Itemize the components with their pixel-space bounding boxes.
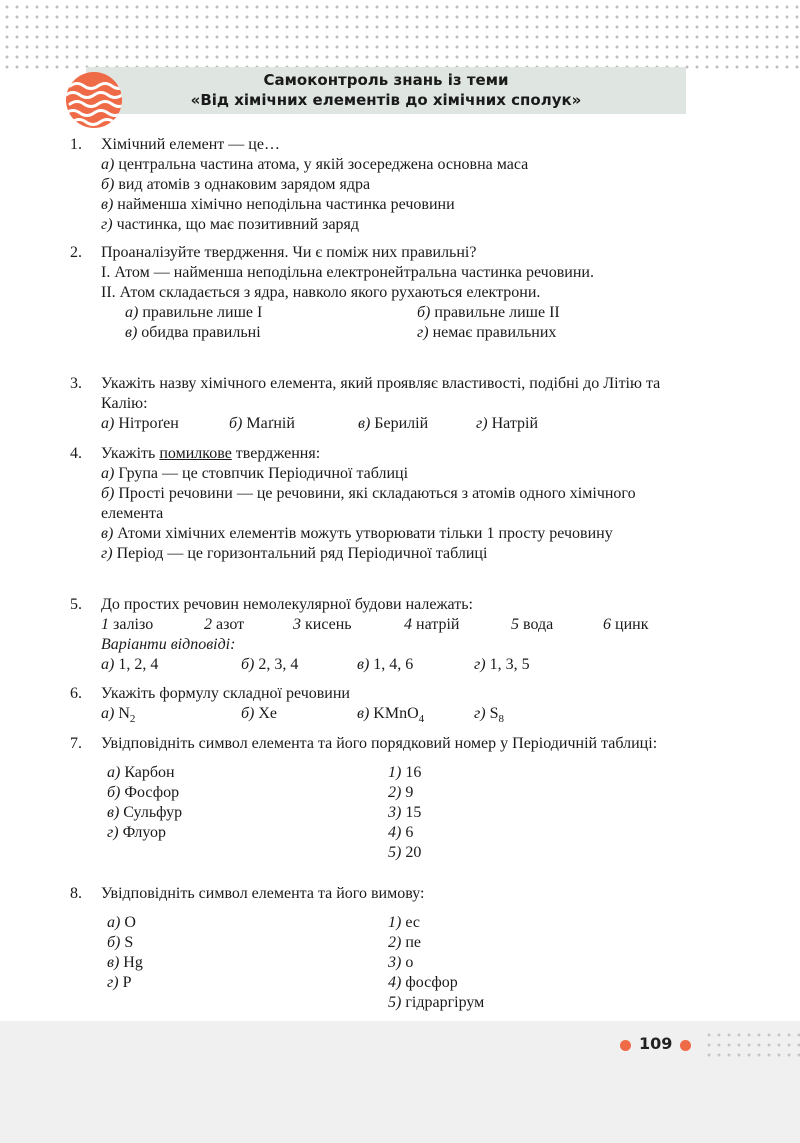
match-item: 2) пе xyxy=(388,934,421,951)
match-item: в) Сульфур xyxy=(107,804,183,821)
statement-2: II. Атом складається з ядра, навколо якого рухаються електрони. xyxy=(101,284,541,301)
dot-icon xyxy=(680,1040,691,1051)
answer-option: в) Берилій xyxy=(358,415,429,432)
match-item: 5) гідраргірум xyxy=(388,994,485,1011)
items-row xyxy=(101,615,691,635)
match-item: в) Hg xyxy=(107,954,143,971)
answer-option: в) Атоми хімічних елементів можуть утворювати тільки 1 просту речовину xyxy=(101,525,613,542)
match-item: 1) ес xyxy=(388,914,420,931)
matching-table xyxy=(101,763,691,863)
matching-left-column xyxy=(107,913,143,993)
page-number xyxy=(620,1034,694,1056)
list-item: 2 азот xyxy=(204,616,245,633)
question-text: Укажіть назву хімічного елемента, який проявляє властивості, подібні до Літію та Калію: xyxy=(101,375,661,412)
answer-option: а) правильне лише I xyxy=(125,304,263,321)
question-text: Хімічний елемент — це… xyxy=(101,136,280,153)
question-text: Увідповідніть символ елемента та його вимову: xyxy=(101,885,425,902)
list-item: 4 натрій xyxy=(404,616,460,633)
list-item: 1 залізо xyxy=(101,616,154,633)
answer-option: в) обидва правильні xyxy=(125,324,261,341)
matching-left-column xyxy=(107,763,182,843)
answer-option: б) 2, 3, 4 xyxy=(241,656,299,673)
question-number: 8. xyxy=(70,885,82,902)
match-item: 1) 16 xyxy=(388,764,422,781)
question-number: 1. xyxy=(70,136,82,153)
match-item: 4) 6 xyxy=(388,824,414,841)
page-number-text: 109 xyxy=(639,1034,673,1053)
answer-option: б) правильне лише II xyxy=(417,304,560,321)
match-item: 5) 20 xyxy=(388,844,422,861)
answer-option: б) вид атомів з однаковим зарядом ядра xyxy=(101,176,371,193)
variants-label: Варіанти відповіді: xyxy=(101,636,236,653)
question-text: Увідповідніть символ елемента та його порядковий номер у Періодичній таблиці: xyxy=(101,735,658,752)
match-item: а) Карбон xyxy=(107,764,175,781)
decorative-dot-pattern xyxy=(704,1030,800,1060)
answer-option: г) $S_8$ xyxy=(474,705,504,725)
match-item: 3) 15 xyxy=(388,804,422,821)
answer-option: г) частинка, що має позитивний заряд xyxy=(101,216,360,233)
answer-option: в) KMnO$_4$ xyxy=(357,705,425,725)
question-number: 5. xyxy=(70,596,82,613)
answer-option: а) 1, 2, 4 xyxy=(101,656,159,673)
match-item: г) P xyxy=(107,974,132,991)
answer-row xyxy=(101,414,691,434)
match-item: а) O xyxy=(107,914,136,931)
matching-table xyxy=(101,913,691,1013)
section-title xyxy=(86,70,686,110)
answer-option: г) немає правильних xyxy=(417,324,557,341)
answer-row xyxy=(101,303,691,323)
list-item: 3 кисень xyxy=(293,616,352,633)
answer-option: б) Xe xyxy=(241,705,278,722)
question-text: До простих речовин немолекулярної будови належать: xyxy=(101,596,473,613)
question-number: 6. xyxy=(70,685,82,702)
answer-row xyxy=(101,655,691,675)
match-item: 4) фосфор xyxy=(388,974,458,991)
question-text: Укажіть помилкове твердження: xyxy=(101,445,321,462)
answer-option: б) Прості речовини — це речовини, які складаються з атомів одного хімічного елемента xyxy=(101,485,636,522)
answer-row xyxy=(101,323,691,343)
statement-1: I. Атом — найменша неподільна електронейтральна частинка речовини. xyxy=(101,264,594,281)
section-title-line1: Самоконтроль знань із теми xyxy=(263,71,509,89)
match-item: б) Фосфор xyxy=(107,784,180,801)
question-number: 7. xyxy=(70,735,82,752)
question-text: Проаналізуйте твердження. Чи є поміж них правильні? xyxy=(101,244,477,261)
wave-circle-icon xyxy=(66,72,122,128)
question-number: 3. xyxy=(70,375,82,392)
matching-right-column xyxy=(388,913,484,1013)
answer-option: г) 1, 3, 5 xyxy=(474,656,530,673)
match-item: 2) 9 xyxy=(388,784,414,801)
answer-option: а) $N_2$ xyxy=(101,705,136,725)
answer-option: г) Період — це горизонтальний ряд Періодичної таблиці xyxy=(101,545,488,562)
answer-option: в) найменша хімічно неподільна частинка речовини xyxy=(101,196,455,213)
answer-option: а) Група — це стовпчик Періодичної таблиці xyxy=(101,465,409,482)
answer-option: а) Нітроґен xyxy=(101,415,179,432)
section-title-line2: «Від хімічних елементів до хімічних сполук» xyxy=(190,91,582,109)
answer-option: в) 1, 4, 6 xyxy=(357,656,414,673)
question-text: Укажіть формулу складної речовини xyxy=(101,685,350,702)
answer-option: б) Маґній xyxy=(229,415,295,432)
question-number: 4. xyxy=(70,445,82,462)
dot-icon xyxy=(620,1040,631,1051)
match-item: 3) о xyxy=(388,954,414,971)
list-item: 5 вода xyxy=(511,616,554,633)
list-item: 6 цинк xyxy=(603,616,649,633)
question-number: 2. xyxy=(70,244,82,261)
match-item: г) Флуор xyxy=(107,824,167,841)
answer-row xyxy=(101,704,691,724)
answer-option: а) центральна частина атома, у якій зосереджена основна маса xyxy=(101,156,529,173)
decorative-dot-pattern xyxy=(0,0,800,70)
match-item: б) S xyxy=(107,934,134,951)
answer-option: г) Натрій xyxy=(476,415,539,432)
matching-right-column xyxy=(388,763,421,863)
